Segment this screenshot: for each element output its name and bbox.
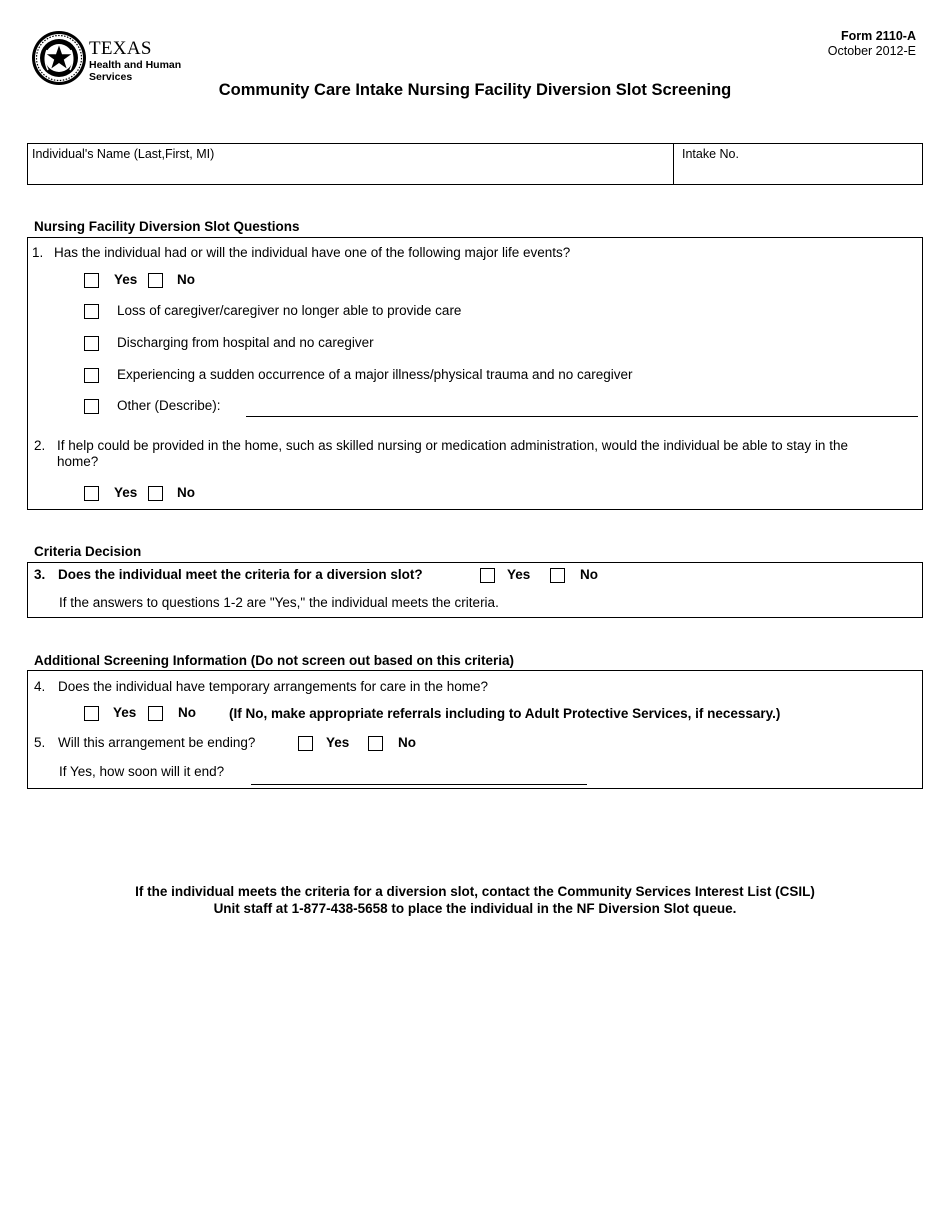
q2-text-line2: home? xyxy=(57,454,99,469)
q3-criteria-note: If the answers to questions 1-2 are "Yes," the individual meets the criteria. xyxy=(59,595,499,610)
q1-number: 1. xyxy=(32,245,44,260)
individual-name-field[interactable] xyxy=(28,144,673,184)
q1-no-checkbox[interactable] xyxy=(148,273,163,288)
q3-yes-checkbox[interactable] xyxy=(480,568,495,583)
q2-no-checkbox[interactable] xyxy=(148,486,163,501)
agency-name-texas: TEXAS xyxy=(89,38,152,59)
intake-number-label: Intake No. xyxy=(682,147,739,161)
q2-no-label: No xyxy=(177,485,195,500)
q1-option-sudden-illness-label: Experiencing a sudden occurrence of a major illness/physical trauma and no caregiver xyxy=(117,367,633,382)
q4-yes-label: Yes xyxy=(113,705,137,720)
q5-yes-checkbox[interactable] xyxy=(298,736,313,751)
q5-number: 5. xyxy=(34,735,46,750)
section2-heading: Criteria Decision xyxy=(34,544,142,559)
q1-option-loss-of-caregiver-checkbox[interactable] xyxy=(84,304,99,319)
q1-option-sudden-illness-checkbox[interactable] xyxy=(84,368,99,383)
q5-end-date-input[interactable] xyxy=(251,764,587,784)
q1-other-describe-input[interactable] xyxy=(246,396,918,416)
q4-text: Does the individual have temporary arrangements for care in the home? xyxy=(58,679,488,694)
q3-no-label: No xyxy=(580,567,598,582)
q2-yes-label: Yes xyxy=(114,485,138,500)
footer-instruction-line2: Unit staff at 1-877-438-5658 to place the individual in the NF Diversion Slot queue. xyxy=(213,901,737,916)
form-date: October 2012-E xyxy=(827,44,916,58)
q5-followup-label: If Yes, how soon will it end? xyxy=(59,764,225,779)
page-title: Community Care Intake Nursing Facility Diversion Slot Screening xyxy=(218,81,732,99)
individual-name-label: Individual's Name (Last,First, MI) xyxy=(32,147,215,161)
form-number: Form 2110-A xyxy=(840,29,916,43)
q1-yes-checkbox[interactable] xyxy=(84,273,99,288)
q4-number: 4. xyxy=(34,679,46,694)
q1-option-loss-of-caregiver-label: Loss of caregiver/caregiver no longer able to provide care xyxy=(117,303,462,318)
q5-no-checkbox[interactable] xyxy=(368,736,383,751)
q5-yes-label: Yes xyxy=(326,735,350,750)
agency-name-line2: Health and Human xyxy=(89,59,182,71)
section1-heading: Nursing Facility Diversion Slot Questions xyxy=(34,219,300,234)
q1-other-underline xyxy=(246,416,918,417)
agency-name-line3: Services xyxy=(89,71,133,83)
q1-text: Has the individual had or will the individual have one of the following major life events? xyxy=(54,245,571,260)
q1-option-other-checkbox[interactable] xyxy=(84,399,99,414)
q5-text: Will this arrangement be ending? xyxy=(58,735,256,750)
q2-number: 2. xyxy=(34,438,46,453)
footer-instruction-line1: If the individual meets the criteria for a diversion slot, contact the Community Services Interest List (CSIL) xyxy=(135,884,815,899)
q3-yes-label: Yes xyxy=(507,567,531,582)
q5-no-label: No xyxy=(398,735,416,750)
q3-text: Does the individual meet the criteria for a diversion slot? xyxy=(58,567,423,582)
q4-no-label: No xyxy=(178,705,196,720)
q3-number: 3. xyxy=(34,567,46,582)
q1-yes-label: Yes xyxy=(114,272,138,287)
q1-option-discharging-label: Discharging from hospital and no caregiver xyxy=(117,335,374,350)
section3-heading: Additional Screening Information (Do not screen out based on this criteria) xyxy=(34,653,515,668)
texas-star-seal-icon xyxy=(31,30,87,86)
q1-option-discharging-checkbox[interactable] xyxy=(84,336,99,351)
q1-no-label: No xyxy=(177,272,195,287)
intake-number-field[interactable] xyxy=(674,144,922,184)
q2-text-line1: If help could be provided in the home, such as skilled nursing or medication administration, would the individual be able to stay in the xyxy=(57,438,848,453)
q4-yes-checkbox[interactable] xyxy=(84,706,99,721)
q3-no-checkbox[interactable] xyxy=(550,568,565,583)
q4-no-checkbox[interactable] xyxy=(148,706,163,721)
q1-option-other-label: Other (Describe): xyxy=(117,398,221,413)
q4-referral-note: (If No, make appropriate referrals including to Adult Protective Services, if necessary.) xyxy=(229,706,781,721)
q2-yes-checkbox[interactable] xyxy=(84,486,99,501)
q5-end-date-underline xyxy=(251,784,587,785)
